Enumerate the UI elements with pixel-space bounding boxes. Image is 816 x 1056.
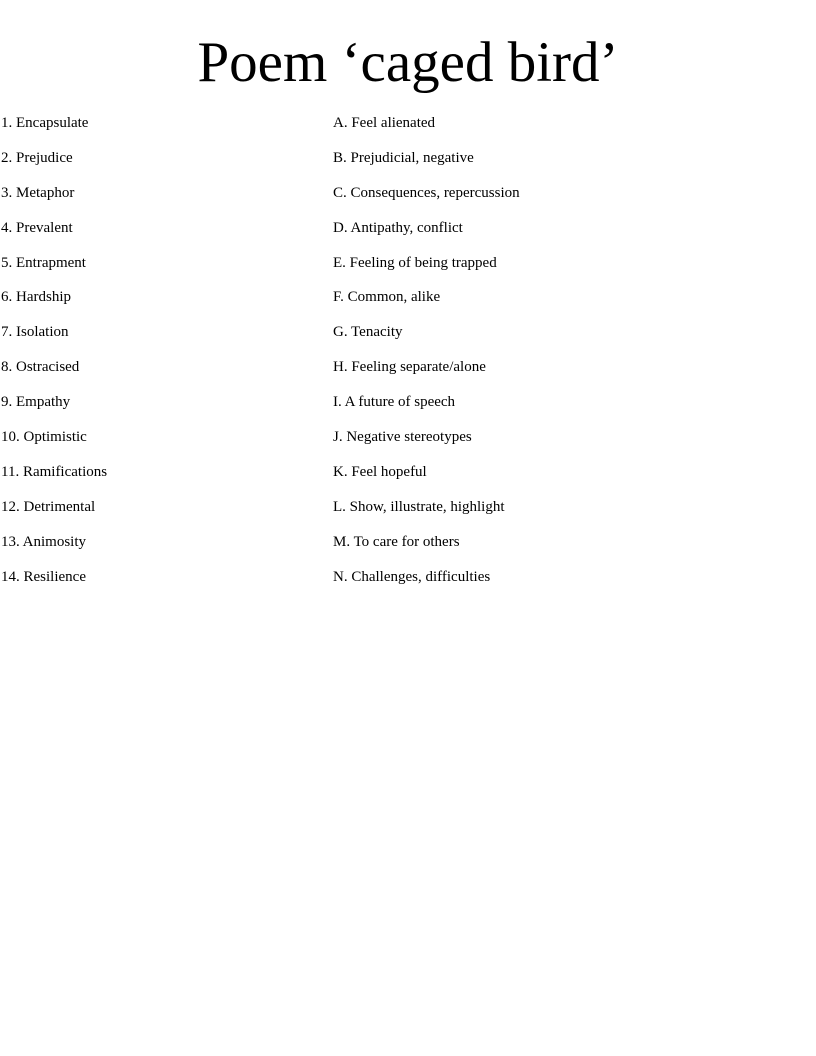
- term: 3. Metaphor: [1, 184, 75, 201]
- term: 5. Entrapment: [1, 254, 86, 271]
- list-item: [0, 287, 816, 322]
- list-item: [0, 253, 816, 288]
- matching-list: [0, 113, 816, 601]
- list-item: [0, 392, 816, 427]
- definition: C. Consequences, repercussion: [333, 184, 520, 201]
- list-item: [0, 462, 816, 497]
- definition: B. Prejudicial, negative: [333, 149, 474, 166]
- term: 8. Ostracised: [1, 359, 80, 376]
- term: 11. Ramifications: [1, 463, 108, 480]
- term: 2. Prejudice: [1, 149, 73, 166]
- term: 7. Isolation: [1, 324, 69, 341]
- definition: A. Feel alienated: [333, 115, 436, 131]
- definition: I. A future of speech: [333, 394, 456, 411]
- definition: F. Common, alike: [333, 289, 441, 306]
- term: 4. Prevalent: [1, 219, 73, 236]
- definition: G. Tenacity: [333, 324, 403, 341]
- list-item: [0, 427, 816, 462]
- term: 6. Hardship: [1, 289, 71, 306]
- list-item: [0, 218, 816, 253]
- list-item: [0, 532, 816, 567]
- list-item: [0, 113, 816, 148]
- list-item: [0, 183, 816, 218]
- definition: H. Feeling separate/alone: [333, 359, 486, 376]
- term: 12. Detrimental: [1, 498, 96, 515]
- term: 13. Animosity: [1, 533, 87, 550]
- term: 1. Encapsulate: [1, 115, 89, 131]
- list-item: [0, 357, 816, 392]
- definition: N. Challenges, difficulties: [333, 568, 491, 585]
- definition: J. Negative stereotypes: [333, 429, 472, 446]
- list-item: [0, 497, 816, 532]
- list-item: [0, 567, 816, 602]
- term: 14. Resilience: [1, 568, 86, 585]
- definition: M. To care for others: [333, 533, 460, 550]
- definition: D. Antipathy, conflict: [333, 219, 463, 236]
- list-item: [0, 148, 816, 183]
- page-title: Poem ‘caged bird’: [197, 31, 619, 94]
- definition: K. Feel hopeful: [333, 463, 427, 480]
- term: 10. Optimistic: [1, 429, 87, 446]
- list-item: [0, 322, 816, 357]
- term: 9. Empathy: [1, 394, 71, 411]
- definition: L. Show, illustrate, highlight: [333, 498, 505, 515]
- definition: E. Feeling of being trapped: [333, 254, 497, 271]
